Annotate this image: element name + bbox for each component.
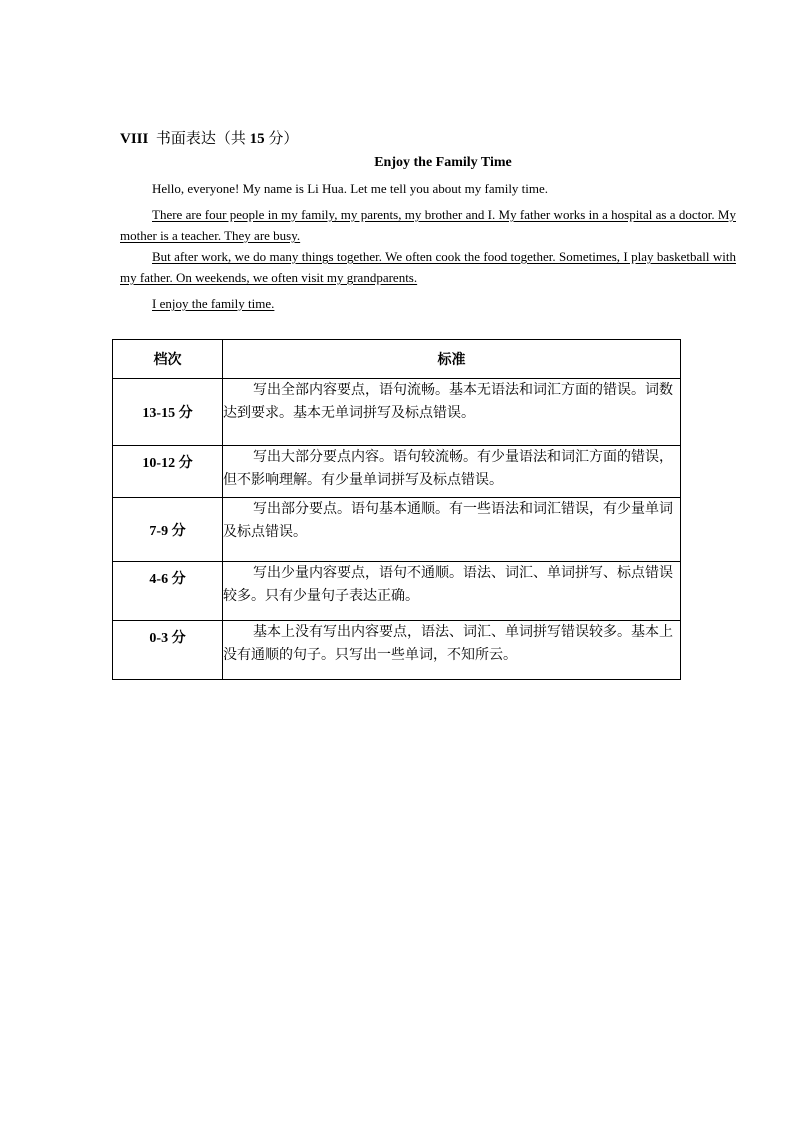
section-title: 书面表达（共 xyxy=(155,131,246,147)
table-header-row xyxy=(113,340,681,379)
table-row xyxy=(113,498,681,562)
criteria-cell xyxy=(223,562,681,621)
grade-cell: 10-12 分 xyxy=(113,446,223,498)
essay-paragraph-greeting: Hello, everyone! My name is Li Hua. Let me tell you about my family time. xyxy=(152,181,549,196)
criteria-cell xyxy=(223,621,681,680)
grade-cell: 0-3 分 xyxy=(113,621,223,680)
table-row xyxy=(113,621,681,680)
essay-title: Enjoy the Family Time xyxy=(374,155,512,170)
essay-body xyxy=(120,178,736,314)
scoring-rubric-table xyxy=(112,339,681,680)
essay-paragraph-family: There are four people in my family, my parents, my brother and I. My father works in a hospital as a doctor. My mother is a teacher. They are busy. xyxy=(120,207,736,243)
section-heading xyxy=(120,129,298,149)
criteria-cell xyxy=(223,379,681,446)
criteria-text: 写出部分要点。语句基本通顺。有一些语法和词汇错误，有少量单词及标点错误。 xyxy=(223,501,673,540)
essay-paragraph-activities: But after work, we do many things together. We often cook the food together. Sometimes, I play basketball with my father. On weekends, we often visit my grandparents. xyxy=(120,249,736,285)
section-number: VIII xyxy=(120,131,149,147)
section-points-unit: 分） xyxy=(268,131,299,147)
criteria-cell xyxy=(223,446,681,498)
grade-cell: 13-15 分 xyxy=(113,379,223,446)
criteria-cell xyxy=(223,498,681,562)
criteria-text: 写出少量内容要点，语句不通顺。语法、词汇、单词拼写、标点错误较多。只有少量句子表达正确。 xyxy=(223,565,673,604)
criteria-text: 基本上没有写出内容要点，语法、词汇、单词拼写错误较多。基本上没有通顺的句子。只写出一些单词，不知所云。 xyxy=(223,624,673,663)
grade-cell: 4-6 分 xyxy=(113,562,223,621)
table-row xyxy=(113,562,681,621)
table-row xyxy=(113,446,681,498)
grade-cell: 7-9 分 xyxy=(113,498,223,562)
table-row xyxy=(113,379,681,446)
criteria-column-header: 标准 xyxy=(223,340,681,379)
criteria-text: 写出全部内容要点，语句流畅。基本无语法和词汇方面的错误。词数达到要求。基本无单词拼写及标点错误。 xyxy=(223,382,673,421)
criteria-text: 写出大部分要点内容。语句较流畅。有少量语法和词汇方面的错误，但不影响理解。有少量单词拼写及标点错误。 xyxy=(223,449,673,488)
essay-paragraph-closing: I enjoy the family time. xyxy=(152,296,275,311)
grade-column-header: 档次 xyxy=(113,340,223,379)
section-points: 15 xyxy=(249,131,265,147)
